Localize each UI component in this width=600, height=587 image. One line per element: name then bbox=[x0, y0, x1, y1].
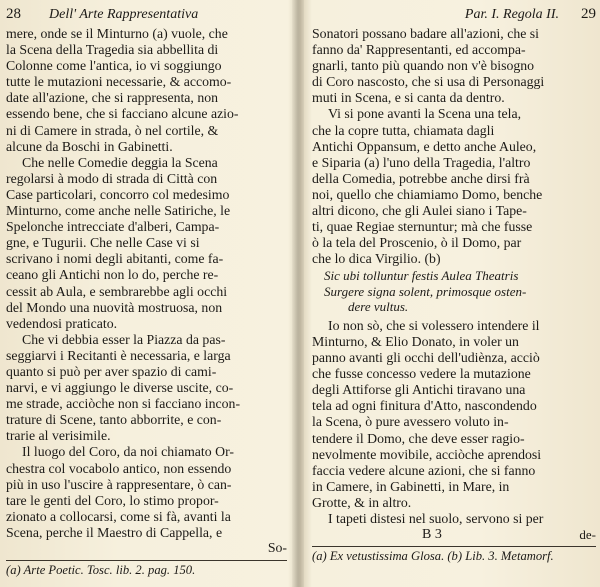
text-line: I tapeti distesi nel suolo, servono si per bbox=[328, 511, 544, 527]
right-footnote: (a) Ex vetustissima Glosa. (b) Lib. 3. Metamorf. bbox=[312, 549, 554, 564]
right-page-number: 29 bbox=[581, 6, 596, 22]
text-line: date all'azione, che si rappresenta, non bbox=[6, 90, 219, 106]
text-line: panno avanti gli occhi dell'udiènza, acciò bbox=[312, 350, 540, 366]
right-page bbox=[303, 0, 600, 587]
signature-mark: B 3 bbox=[422, 527, 442, 543]
left-running-head: Dell' Arte Rappresentativa bbox=[49, 7, 199, 22]
text-line: ni di Camere in strada, ò nel cortile, & bbox=[6, 122, 219, 138]
quote-line: Sic ubi tolluntur festis Aulea Theatris bbox=[324, 268, 519, 284]
text-line: Case particolari, concorro col medesimo bbox=[6, 186, 230, 202]
text-line: nevolmente movibile, acciòche aprendosi bbox=[312, 446, 542, 462]
text-line: degli Attiforse gli Antichi tiravano una bbox=[312, 382, 526, 398]
quote-line: Surgere signa solent, primosque osten- bbox=[324, 283, 527, 299]
text-line: noi, quello che chiamiamo Domo, benche bbox=[312, 186, 543, 202]
text-line: Minturno, & Elio Donato, in voler un bbox=[312, 334, 519, 349]
text-line: Spelonche intrecciate d'alberi, Campa- bbox=[6, 219, 220, 235]
right-signature-row bbox=[312, 528, 596, 542]
text-line: fanno da' Rappresentanti, ed accompa- bbox=[312, 42, 526, 58]
text-line: Sonatori possano badare all'azioni, che si bbox=[312, 26, 540, 41]
left-page-header bbox=[6, 6, 287, 24]
text-line: Il luogo del Coro, da noi chiamato Or- bbox=[22, 444, 234, 460]
text-line: di Coro nascosto, che si usa di Personaggi bbox=[312, 74, 545, 90]
right-page-text bbox=[312, 26, 596, 563]
text-line: trarie al verisimile. bbox=[6, 428, 111, 444]
text-line: quanto si può per aver spazio di cami- bbox=[6, 363, 217, 379]
text-line: che lo dica Virgilio. (b) bbox=[312, 251, 441, 267]
text-line: ò la tela del Proscenio, ò il Domo, par bbox=[312, 235, 522, 251]
left-page bbox=[0, 0, 293, 587]
text-line: e Siparia (a) l'uno della Tragedia, l'altro bbox=[312, 154, 531, 170]
left-catchword-row bbox=[6, 540, 287, 556]
text-line: tutte le mutazioni necessarie, & accomo- bbox=[6, 74, 232, 90]
text-line: trature di Scene, tanto abborrite, e con- bbox=[6, 412, 222, 428]
text-line: tare le genti del Coro, lo stimo propor- bbox=[6, 492, 219, 508]
text-line: vedendosi praticato. bbox=[6, 315, 118, 331]
left-footnote-rule bbox=[6, 560, 287, 561]
text-line: seggiarvi i Recitanti è necessaria, e larga bbox=[6, 347, 231, 363]
text-line: muti in Scena, e si canta da dentro. bbox=[312, 90, 505, 106]
text-line: faccia vedere alcune azioni, che si fanno bbox=[312, 462, 536, 478]
text-line: tela ad ogni finitura d'Atto, nascondendo bbox=[312, 398, 537, 414]
text-line: me strade, acciòche non si facciano incon- bbox=[6, 396, 241, 412]
text-line: Minturno, come anche nelle Satiriche, le bbox=[6, 203, 231, 219]
text-line: ti, quae Regiae sternuntur; mà che fusse bbox=[312, 219, 533, 235]
text-line: chestra col vocabolo antico, non essendo bbox=[6, 460, 232, 476]
text-line: Io non sò, che si volessero intendere il bbox=[328, 317, 540, 333]
left-catchword: So- bbox=[267, 540, 287, 555]
text-line: Colonne come l'antica, io vi soggiungo bbox=[6, 58, 222, 74]
text-line: che fusse concesso vedere la mutazione bbox=[312, 366, 531, 382]
text-line: del Mondo una nuovità mostruosa, non bbox=[6, 299, 223, 315]
text-line: Che vi debbia esser la Piazza da pas- bbox=[22, 331, 226, 347]
text-line: Vi si pone avanti la Scena una tela, bbox=[328, 106, 522, 122]
text-line: la Scena, ò pure avessero voluto in- bbox=[312, 414, 509, 430]
quote-line: dere vultus. bbox=[348, 299, 409, 315]
text-line: in Camere, in Gabinetti, in Mare, in bbox=[312, 478, 510, 494]
text-line: zionato a collocarsi, come si fà, avanti la bbox=[6, 508, 231, 524]
text-line: della Comedia, potrebbe anche dirsi frà bbox=[312, 170, 530, 186]
text-line: Scena, perche il Maestro di Cappella, e bbox=[6, 524, 223, 540]
text-line: Grotte, & in altro. bbox=[312, 494, 412, 510]
right-running-head: Par. I. Regola II. bbox=[464, 7, 559, 22]
left-page-text bbox=[6, 26, 287, 577]
left-page-number: 28 bbox=[6, 6, 21, 22]
text-line: alcune da Boschi in Gabinetti. bbox=[6, 138, 173, 154]
text-line: scrivano i nomi degli abitanti, come fa- bbox=[6, 251, 224, 267]
right-page-header bbox=[312, 6, 596, 24]
right-catchword: de- bbox=[579, 527, 596, 543]
text-line: mere, onde se il Minturno (a) vuole, che bbox=[6, 26, 228, 41]
text-line: essendo bene, che si facciano alcune azio- bbox=[6, 106, 239, 122]
text-line: altri dicono, che gli Aulei siano i Tape- bbox=[312, 203, 527, 219]
text-line: Che nelle Comedie deggia la Scena bbox=[22, 154, 218, 170]
text-line: Antichi Oppansum, e detto anche Auleo, bbox=[312, 138, 537, 154]
text-line: cessit ab Aula, e sembrarebbe agli occhi bbox=[6, 283, 228, 299]
text-line: più in uso l'uscire à rappresentare, ò can- bbox=[6, 476, 232, 492]
text-line: gnarli, tanto più quando non v'è bisogno bbox=[312, 58, 535, 74]
right-footnote-rule bbox=[312, 546, 596, 547]
text-line: gne, e Tugurii. Che nelle Case vi si bbox=[6, 235, 200, 251]
text-line: narvi, e vi aggiungo le diverse uscite, co- bbox=[6, 380, 234, 396]
text-line: ceano gli Antichi non lo do, perche re- bbox=[6, 267, 219, 283]
text-line: che la copre tutta, chiamata dagli bbox=[312, 122, 495, 138]
left-footnote: (a) Arte Poetic. Tosc. lib. 2. pag. 150. bbox=[6, 563, 196, 578]
text-line: regolarsi à modo di strada di Città con bbox=[6, 170, 218, 186]
text-line: la Scena della Tragedia sia abbellita di bbox=[6, 42, 219, 58]
text-line: tendere il Domo, che deve esser ragio- bbox=[312, 430, 525, 446]
latin-quotation bbox=[312, 268, 596, 315]
